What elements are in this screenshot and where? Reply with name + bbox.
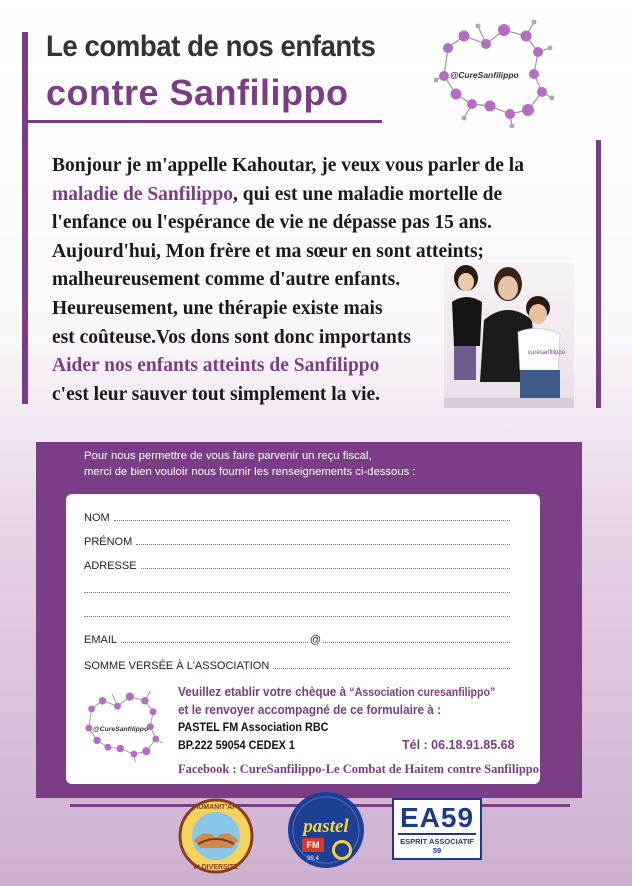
cure-sanfilippo-logo: [434, 18, 554, 128]
phone-number: Tél : 06.18.91.85.68: [402, 738, 515, 752]
humanitapi-logo: [176, 798, 256, 874]
intro-highlight-line: Aider nos enfants atteints de Sanfilippo: [52, 355, 380, 377]
page-title-line1: Le combat de nos enfants: [46, 30, 376, 63]
ea59-title: EA59: [399, 802, 475, 833]
association-name: “Association curesanfilippo”: [349, 687, 496, 699]
cheque-line1: [178, 684, 509, 702]
somme-line[interactable]: [273, 668, 510, 669]
nom-line[interactable]: [114, 520, 510, 521]
prenom-field[interactable]: [84, 532, 510, 548]
adresse-line-3[interactable]: [84, 616, 510, 617]
pastel-freq-text: 99.4: [307, 856, 319, 862]
family-photo: [444, 262, 574, 408]
adresse-line[interactable]: [141, 568, 510, 569]
form-intro: [84, 448, 554, 480]
intro-line: malheureusement comme d'autre enfants.: [52, 269, 401, 291]
email-line-domain[interactable]: [323, 642, 510, 643]
email-at-sign: @: [309, 634, 322, 646]
intro-line: Bonjour je m'appelle Kahoutar, je veux vous parler de la: [52, 155, 524, 176]
address-line: PASTEL FM Association RBC: [178, 720, 329, 734]
adresse-label: ADRESSE: [84, 560, 137, 572]
pastel-text: pastel: [303, 816, 349, 837]
prenom-label: PRÉNOM: [84, 536, 133, 548]
cheque-text: Veuillez etablir votre chèque à: [178, 684, 350, 699]
intro-text: , qui est une maladie mortelle de: [232, 183, 503, 205]
title-underline: [22, 120, 382, 123]
intro-line: est coûteuse.Vos dons sont donc importants: [52, 326, 411, 348]
address-line: BP.222 59054 CEDEX 1: [178, 738, 295, 752]
page-title-line2: contre Sanfilippo: [46, 72, 349, 113]
intro-highlight: maladie de Sanfilippo: [52, 183, 233, 205]
humanitapi-top-text: HUMANIT'API: [193, 804, 239, 811]
cheque-instructions: [178, 684, 509, 718]
form-intro-line: Pour nous permettre de vous faire parvenir un reçu fiscal,: [84, 450, 372, 462]
header-accent-bar: [22, 32, 28, 404]
pastel-fm-text: FM: [306, 840, 320, 850]
ea59-subtitle: ESPRIT ASSOCIATIF 59: [398, 833, 476, 855]
nom-label: NOM: [84, 512, 110, 524]
intro-line: c'est leur sauver tout simplement la vie.: [52, 383, 381, 405]
humanitapi-bottom-text: et DIVERSITE: [193, 864, 239, 871]
svg-text:curesanfilippo: curesanfilippo: [528, 350, 566, 356]
intro-accent-bar: [596, 140, 601, 408]
form-intro-line: merci de bien vouloir nous fournir les renseignements ci-dessous :: [84, 466, 416, 478]
intro-line: Aujourd'hui, Mon frère et ma sœur en sont atteints;: [52, 240, 485, 262]
logo-handle-text: @CureSanfilippo: [92, 725, 149, 733]
adresse-field[interactable]: [84, 556, 510, 572]
intro-line: l'enfance ou l'espérance de vie ne dépasse pas 15 ans.: [52, 212, 492, 234]
adresse-field-line3[interactable]: [84, 604, 510, 620]
postal-address: [178, 718, 328, 754]
intro-line: [52, 181, 584, 210]
somme-label: SOMME VERSÉE À L'ASSOCIATION: [84, 660, 270, 672]
ea59-badge: [392, 798, 482, 860]
cure-sanfilippo-logo-small: [82, 686, 164, 766]
somme-field[interactable]: [84, 656, 510, 672]
cheque-line2: et le renvoyer accompagné de ce formulaire à :: [178, 701, 442, 717]
prenom-line[interactable]: [136, 544, 510, 545]
ea59-logo: [392, 798, 482, 860]
facebook-link[interactable]: Facebook : CureSanfilippo-Le Combat de Haitem contre Sanfilippo: [178, 762, 540, 776]
nom-field[interactable]: [84, 508, 510, 524]
adresse-field-line2[interactable]: [84, 580, 510, 596]
pastel-fm-logo: [284, 790, 368, 870]
adresse-line-2[interactable]: [84, 592, 510, 593]
email-label: EMAIL: [84, 634, 118, 646]
intro-line: Heureusement, une thérapie existe mais: [52, 297, 383, 319]
logo-handle-text: @CureSanfilippo: [450, 70, 519, 80]
email-line-user[interactable]: [121, 642, 308, 643]
email-field[interactable]: [84, 630, 510, 646]
